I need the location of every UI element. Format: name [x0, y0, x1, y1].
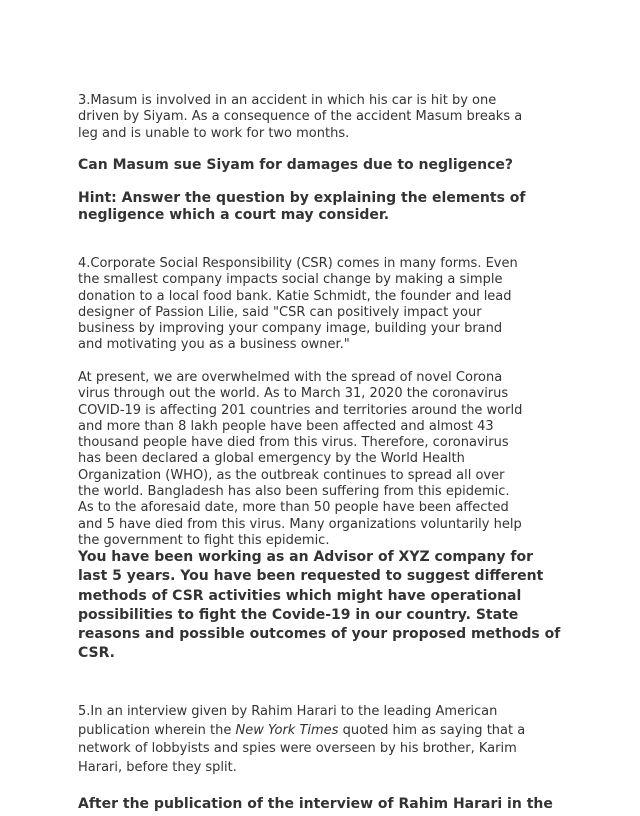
question-4-intro	[78, 256, 518, 354]
text-line: Hint: Answer the question by explaining the elements of	[78, 190, 526, 206]
text-line: reasons and possible outcomes of your proposed methods of	[78, 626, 561, 643]
text-line: At present, we are overwhelmed with the spread of novel Corona	[78, 370, 503, 385]
text-line: As to the aforesaid date, more than 50 people have been affected	[78, 500, 509, 516]
publication-title: New York Times	[235, 722, 339, 738]
text-line: negligence which a court may consider.	[78, 207, 390, 223]
question-4-context	[78, 370, 522, 549]
text-line: thousand people have died from this virus. Therefore, coronavirus	[78, 435, 509, 451]
text-line: and 5 have died from this virus. Many organizations voluntarily help	[78, 516, 522, 532]
text-line: Harari, before they split.	[78, 760, 237, 776]
text-line: COVID-19 is affecting 201 countries and territories around the world	[78, 402, 523, 418]
text-line: the world. Bangladesh has also been suffering from this epidemic.	[78, 484, 510, 500]
text-line: You have been working as an Advisor of XYZ company for	[78, 549, 534, 565]
text-line: network of lobbyists and spies were overseen by his brother, Karim	[78, 741, 517, 757]
text-line: designer of Passion Lilie, said "CSR can positively impact your	[78, 304, 482, 320]
text-line: virus through out the world. As to March 31, 2020 the coronavirus	[78, 386, 509, 402]
text-line: leg and is unable to work for two months.	[78, 125, 350, 141]
question-5-text	[78, 703, 525, 778]
text-line: 3.Masum is involved in an accident in which his car is hit by one	[78, 93, 497, 108]
text-line: possibilities to fight the Covide-19 in our country. State	[78, 606, 519, 623]
text-line: donation to a local food bank. Katie Schmidt, the founder and lead	[78, 288, 512, 304]
text-line: the smallest company impacts social change by making a simple	[78, 272, 503, 288]
text-line: the government to fight this epidemic.	[78, 532, 330, 548]
text-line: and motivating you as a business owner."	[78, 337, 350, 353]
question-3-hint	[78, 190, 526, 224]
text-line: methods of CSR activities which might have operational	[78, 587, 522, 604]
question-4-task	[78, 548, 560, 664]
text-line: CSR.	[78, 645, 115, 662]
text-line: has been declared a global emergency by the World Health	[78, 451, 465, 467]
text-line: publication wherein the	[78, 722, 236, 738]
question-3-text	[78, 93, 522, 142]
text-line: 5.In an interview given by Rahim Harari to the leading American	[78, 704, 498, 719]
text-line: 4.Corporate Social Responsibility (CSR) comes in many forms. Even	[78, 256, 518, 271]
question-5-prompt: After the publication of the interview of Rahim Harari in the	[78, 796, 553, 812]
text-line: and more than 8 lakh people have been affected and almost 43	[78, 418, 494, 434]
text-line: quoted him as saying that a	[338, 722, 526, 738]
text-line: last 5 years. You have been requested to suggest different	[78, 568, 544, 585]
text-line: Organization (WHO), as the outbreak continues to spread all over	[78, 467, 505, 483]
text-line: business by improving your company image, building your brand	[78, 321, 503, 337]
text-line: driven by Siyam. As a consequence of the accident Masum breaks a	[78, 109, 523, 125]
question-3-prompt: Can Masum sue Siyam for damages due to negligence?	[78, 157, 514, 173]
